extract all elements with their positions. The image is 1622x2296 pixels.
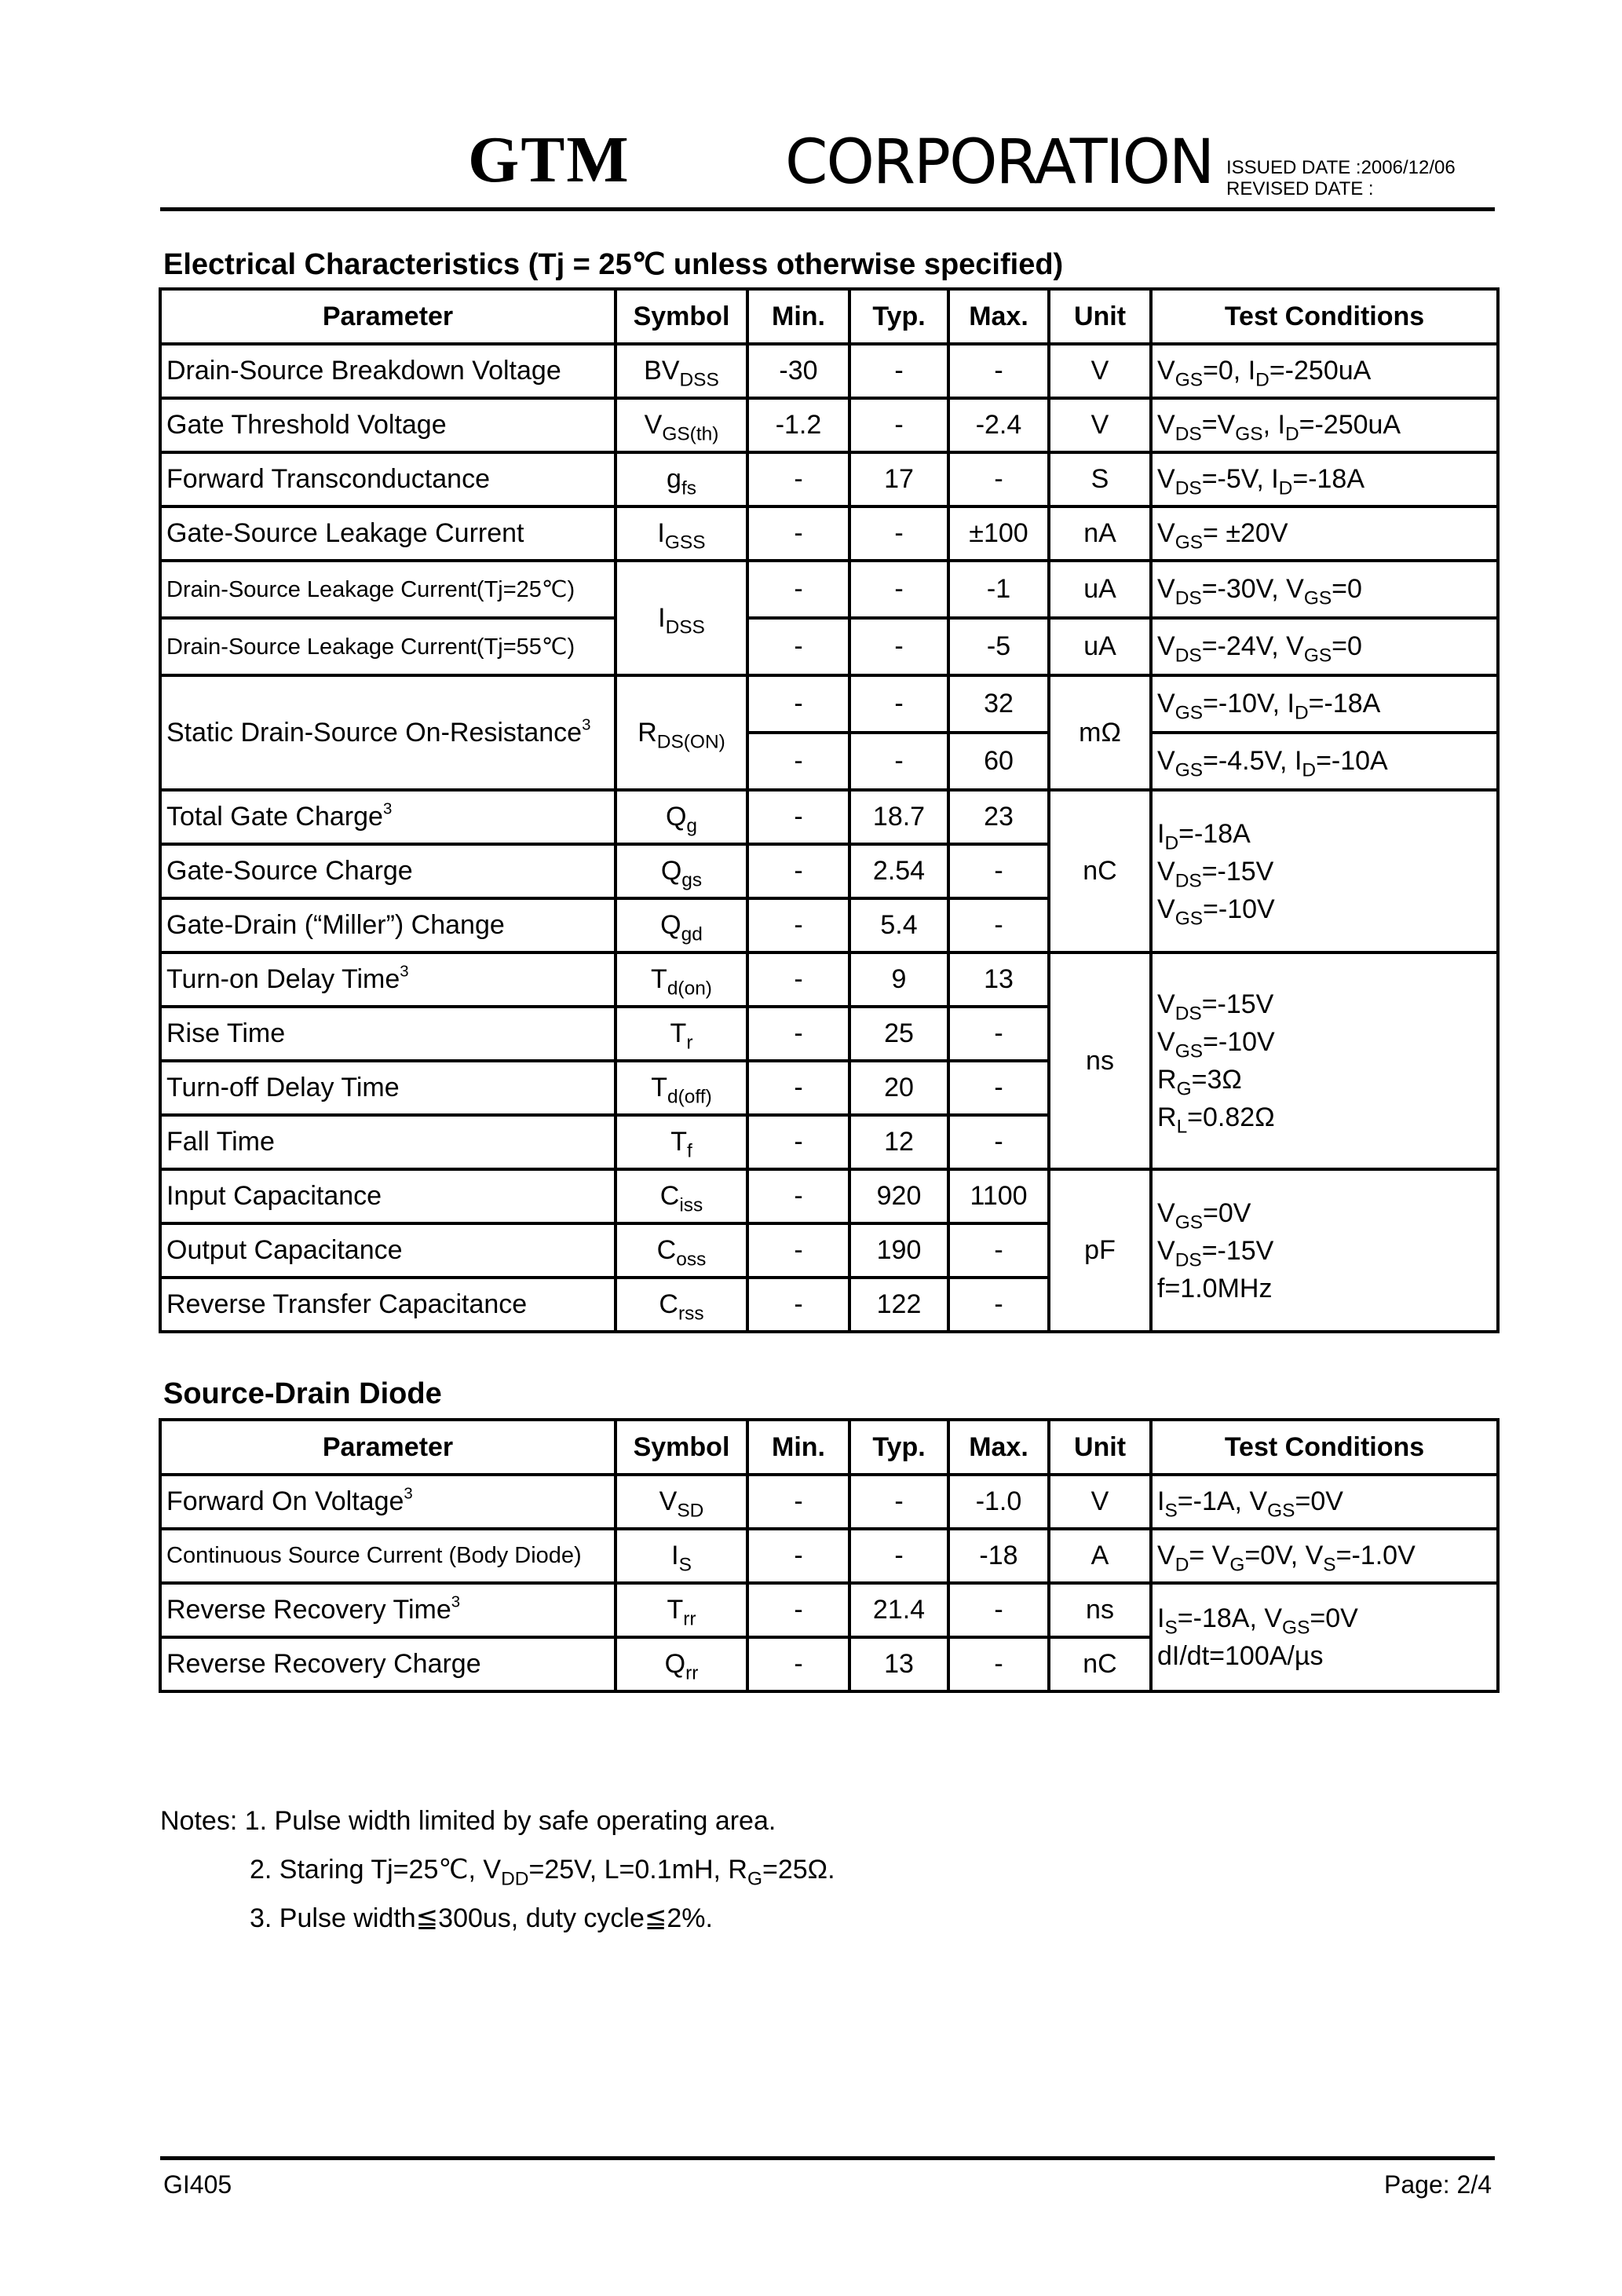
symbol-cell: $g_{fs}$ — [616, 452, 747, 506]
table-row — [160, 398, 1498, 452]
table-row — [160, 952, 1498, 1007]
max-cell: 32 — [948, 675, 1049, 733]
header-min: Min. — [747, 289, 849, 344]
header-test-conditions: Test Conditions — [1151, 289, 1498, 344]
unit-cell: pF — [1049, 1169, 1151, 1332]
conditions-cell: $V_{DS}=-24V$, $V_{GS}=0$ — [1151, 618, 1498, 675]
conditions-cell: $V_{DS}=-30V$, $V_{GS}=0$ — [1151, 561, 1498, 618]
unit-cell: V — [1049, 344, 1151, 398]
max-cell: 13 — [948, 952, 1049, 1007]
unit-cell: uA — [1049, 561, 1151, 618]
typ-cell: 20 — [849, 1061, 948, 1115]
diode-table — [159, 1418, 1500, 1693]
max-cell: 60 — [948, 733, 1049, 790]
typ-cell: 21.4 — [849, 1583, 948, 1637]
min-cell: - — [747, 1061, 849, 1115]
conditions-cell: $V_{DS}=-15V$ $V_{GS}=-10V$ $R_G=3\Omega$ $R_L=0.82\Omega$ — [1151, 952, 1498, 1169]
unit-cell: nC — [1049, 1637, 1151, 1691]
min-cell: -1.2 — [747, 398, 849, 452]
param-cell: Static Drain-Source On-Resistance$^3$ — [160, 675, 616, 790]
note-3: 3. Pulse width≦300us, duty cycle≦2%. — [250, 1903, 713, 1933]
conditions-cell: $V_{GS}=0V$ $V_{DS}=-15V$ f=1.0MHz — [1151, 1169, 1498, 1332]
typ-cell: - — [849, 561, 948, 618]
header-max: Max. — [948, 1420, 1049, 1475]
param-cell: Forward Transconductance — [160, 452, 616, 506]
typ-cell: 920 — [849, 1169, 948, 1223]
conditions-cell: $V_{GS}=-10V$, $I_D=-18A$ — [1151, 675, 1498, 733]
unit-cell: ns — [1049, 952, 1151, 1169]
diode-section-title: Source-Drain Diode — [163, 1377, 442, 1410]
typ-cell: - — [849, 398, 948, 452]
max-cell: -18 — [948, 1529, 1049, 1583]
table-row — [160, 506, 1498, 561]
symbol-cell: $Q_{rr}$ — [616, 1637, 747, 1691]
param-cell: Turn-on Delay Time$^3$ — [160, 952, 616, 1007]
min-cell: - — [747, 561, 849, 618]
max-cell: -5 — [948, 618, 1049, 675]
conditions-cell: $I_S=-18A$, $V_{GS}=0V$ dI/dt=100A/µs — [1151, 1583, 1498, 1691]
symbol-cell: $C_{iss}$ — [616, 1169, 747, 1223]
min-cell: - — [747, 452, 849, 506]
header-rule — [160, 207, 1495, 211]
param-cell: Rise Time — [160, 1007, 616, 1061]
typ-cell: - — [849, 506, 948, 561]
conditions-cell: $V_{DS}=-5V$, $I_D=-18A$ — [1151, 452, 1498, 506]
typ-cell: - — [849, 344, 948, 398]
max-cell: 23 — [948, 790, 1049, 844]
symbol-cell: $T_{d(on)}$ — [616, 952, 747, 1007]
footer-rule — [160, 2156, 1495, 2160]
max-cell: - — [948, 1637, 1049, 1691]
note-1: Notes: 1. Pulse width limited by safe operating area. — [160, 1806, 776, 1836]
param-cell: Drain-Source Leakage Current(Tj=55℃) — [160, 618, 616, 675]
symbol-cell: $BV_{DSS}$ — [616, 344, 747, 398]
typ-cell: 13 — [849, 1637, 948, 1691]
param-cell: Reverse Transfer Capacitance — [160, 1278, 616, 1332]
table-row — [160, 1583, 1498, 1637]
min-cell: - — [747, 506, 849, 561]
header-unit: Unit — [1049, 1420, 1151, 1475]
typ-cell: 12 — [849, 1115, 948, 1169]
symbol-cell: $T_{d(off)}$ — [616, 1061, 747, 1115]
max-cell: - — [948, 1061, 1049, 1115]
header-max: Max. — [948, 289, 1049, 344]
min-cell: - — [747, 1475, 849, 1529]
electrical-section-title: Electrical Characteristics (Tj = 25℃ unless otherwise specified) — [163, 248, 1064, 281]
unit-cell: S — [1049, 452, 1151, 506]
table-row — [160, 1529, 1498, 1583]
table-row — [160, 790, 1498, 844]
unit-cell: nA — [1049, 506, 1151, 561]
typ-cell: - — [849, 1529, 948, 1583]
header-symbol: Symbol — [616, 1420, 747, 1475]
param-cell: Input Capacitance — [160, 1169, 616, 1223]
min-cell: -30 — [747, 344, 849, 398]
param-cell: Gate-Source Charge — [160, 844, 616, 898]
unit-cell: V — [1049, 398, 1151, 452]
max-cell: - — [948, 452, 1049, 506]
typ-cell: 9 — [849, 952, 948, 1007]
param-cell: Total Gate Charge$^3$ — [160, 790, 616, 844]
min-cell: - — [747, 618, 849, 675]
param-cell: Fall Time — [160, 1115, 616, 1169]
table-header-row — [160, 289, 1498, 344]
symbol-cell: $I_S$ — [616, 1529, 747, 1583]
min-cell: - — [747, 790, 849, 844]
table-row — [160, 1169, 1498, 1223]
revised-date: REVISED DATE : — [1226, 178, 1374, 199]
header-typ: Typ. — [849, 1420, 948, 1475]
header-parameter: Parameter — [160, 1420, 616, 1475]
typ-cell: - — [849, 733, 948, 790]
min-cell: - — [747, 952, 849, 1007]
min-cell: - — [747, 1223, 849, 1278]
conditions-cell: $I_S=-1A$, $V_{GS}=0V$ — [1151, 1475, 1498, 1529]
unit-cell: V — [1049, 1475, 1151, 1529]
typ-cell: 122 — [849, 1278, 948, 1332]
min-cell: - — [747, 675, 849, 733]
header-test-conditions: Test Conditions — [1151, 1420, 1498, 1475]
max-cell: - — [948, 1223, 1049, 1278]
table-row — [160, 452, 1498, 506]
max-cell: -1 — [948, 561, 1049, 618]
symbol-cell: $V_{GS(th)}$ — [616, 398, 747, 452]
param-cell: Reverse Recovery Time$^3$ — [160, 1583, 616, 1637]
typ-cell: - — [849, 618, 948, 675]
max-cell: - — [948, 1115, 1049, 1169]
max-cell: 1100 — [948, 1169, 1049, 1223]
company-logo: GTM — [468, 123, 630, 196]
table-row — [160, 344, 1498, 398]
min-cell: - — [747, 1169, 849, 1223]
unit-cell: A — [1049, 1529, 1151, 1583]
conditions-cell: $V_{GS}=-4.5V$, $I_D=-10A$ — [1151, 733, 1498, 790]
symbol-cell: $C_{oss}$ — [616, 1223, 747, 1278]
symbol-cell: $Q_{gs}$ — [616, 844, 747, 898]
unit-cell: uA — [1049, 618, 1151, 675]
conditions-cell: $I_D=-18A$ $V_{DS}=-15V$ $V_{GS}=-10V$ — [1151, 790, 1498, 952]
table-header-row — [160, 1420, 1498, 1475]
symbol-cell: $Q_{gd}$ — [616, 898, 747, 952]
min-cell: - — [747, 1278, 849, 1332]
param-cell: Gate Threshold Voltage — [160, 398, 616, 452]
param-cell: Drain-Source Breakdown Voltage — [160, 344, 616, 398]
header-unit: Unit — [1049, 289, 1151, 344]
max-cell: ±100 — [948, 506, 1049, 561]
param-cell: Gate-Source Leakage Current — [160, 506, 616, 561]
table-row — [160, 561, 1498, 618]
param-cell: Continuous Source Current (Body Diode) — [160, 1529, 616, 1583]
max-cell: -2.4 — [948, 398, 1049, 452]
typ-cell: 18.7 — [849, 790, 948, 844]
header-typ: Typ. — [849, 289, 948, 344]
min-cell: - — [747, 733, 849, 790]
param-cell: Turn-off Delay Time — [160, 1061, 616, 1115]
symbol-cell: $V_{SD}$ — [616, 1475, 747, 1529]
symbol-cell: $T_{rr}$ — [616, 1583, 747, 1637]
max-cell: - — [948, 1007, 1049, 1061]
symbol-cell: $I_{DSS}$ — [616, 561, 747, 675]
symbol-cell: $T_r$ — [616, 1007, 747, 1061]
symbol-cell: $Q_g$ — [616, 790, 747, 844]
conditions-cell: $V_{DS}=V_{GS}$, $I_D=-250uA$ — [1151, 398, 1498, 452]
typ-cell: 5.4 — [849, 898, 948, 952]
min-cell: - — [747, 1115, 849, 1169]
typ-cell: 2.54 — [849, 844, 948, 898]
conditions-cell: $V_{GS}= \pm 20V$ — [1151, 506, 1498, 561]
param-cell: Output Capacitance — [160, 1223, 616, 1278]
max-cell: - — [948, 898, 1049, 952]
issued-date: ISSUED DATE :2006/12/06 — [1226, 157, 1456, 178]
symbol-cell: $R_{DS(ON)}$ — [616, 675, 747, 790]
param-cell: Forward On Voltage$^3$ — [160, 1475, 616, 1529]
typ-cell: - — [849, 1475, 948, 1529]
typ-cell: 17 — [849, 452, 948, 506]
table-row — [160, 618, 1498, 675]
param-cell: Gate-Drain (“Miller”) Change — [160, 898, 616, 952]
page-number: Page: 2/4 — [1384, 2170, 1492, 2199]
company-name: CORPORATION — [785, 127, 1214, 198]
typ-cell: 190 — [849, 1223, 948, 1278]
document-dates — [1226, 157, 1456, 199]
max-cell: - — [948, 1278, 1049, 1332]
note-2: 2. Staring Tj=25℃, $V_{DD}=25V$, L=0.1mH, $R_G=25\Omega$. — [250, 1855, 835, 1890]
max-cell: - — [948, 344, 1049, 398]
min-cell: - — [747, 844, 849, 898]
unit-cell: nC — [1049, 790, 1151, 952]
unit-cell: mΩ — [1049, 675, 1151, 790]
conditions-cell: $V_D= V_G=0V$, $V_S=-1.0V$ — [1151, 1529, 1498, 1583]
param-cell: Drain-Source Leakage Current(Tj=25℃) — [160, 561, 616, 618]
min-cell: - — [747, 898, 849, 952]
symbol-cell: $T_f$ — [616, 1115, 747, 1169]
param-cell: Reverse Recovery Charge — [160, 1637, 616, 1691]
electrical-table — [159, 287, 1500, 1333]
min-cell: - — [747, 1637, 849, 1691]
part-number: GI405 — [163, 2170, 232, 2199]
symbol-cell: $C_{rss}$ — [616, 1278, 747, 1332]
unit-cell: ns — [1049, 1583, 1151, 1637]
typ-cell: 25 — [849, 1007, 948, 1061]
max-cell: - — [948, 844, 1049, 898]
header-symbol: Symbol — [616, 289, 747, 344]
min-cell: - — [747, 1529, 849, 1583]
header-min: Min. — [747, 1420, 849, 1475]
min-cell: - — [747, 1007, 849, 1061]
min-cell: - — [747, 1583, 849, 1637]
conditions-cell: $V_{GS}=0$, $I_D=-250uA$ — [1151, 344, 1498, 398]
max-cell: -1.0 — [948, 1475, 1049, 1529]
header-parameter: Parameter — [160, 289, 616, 344]
notes — [160, 1797, 835, 1943]
symbol-cell: $I_{GSS}$ — [616, 506, 747, 561]
table-row — [160, 675, 1498, 733]
max-cell: - — [948, 1583, 1049, 1637]
typ-cell: - — [849, 675, 948, 733]
table-row — [160, 1475, 1498, 1529]
